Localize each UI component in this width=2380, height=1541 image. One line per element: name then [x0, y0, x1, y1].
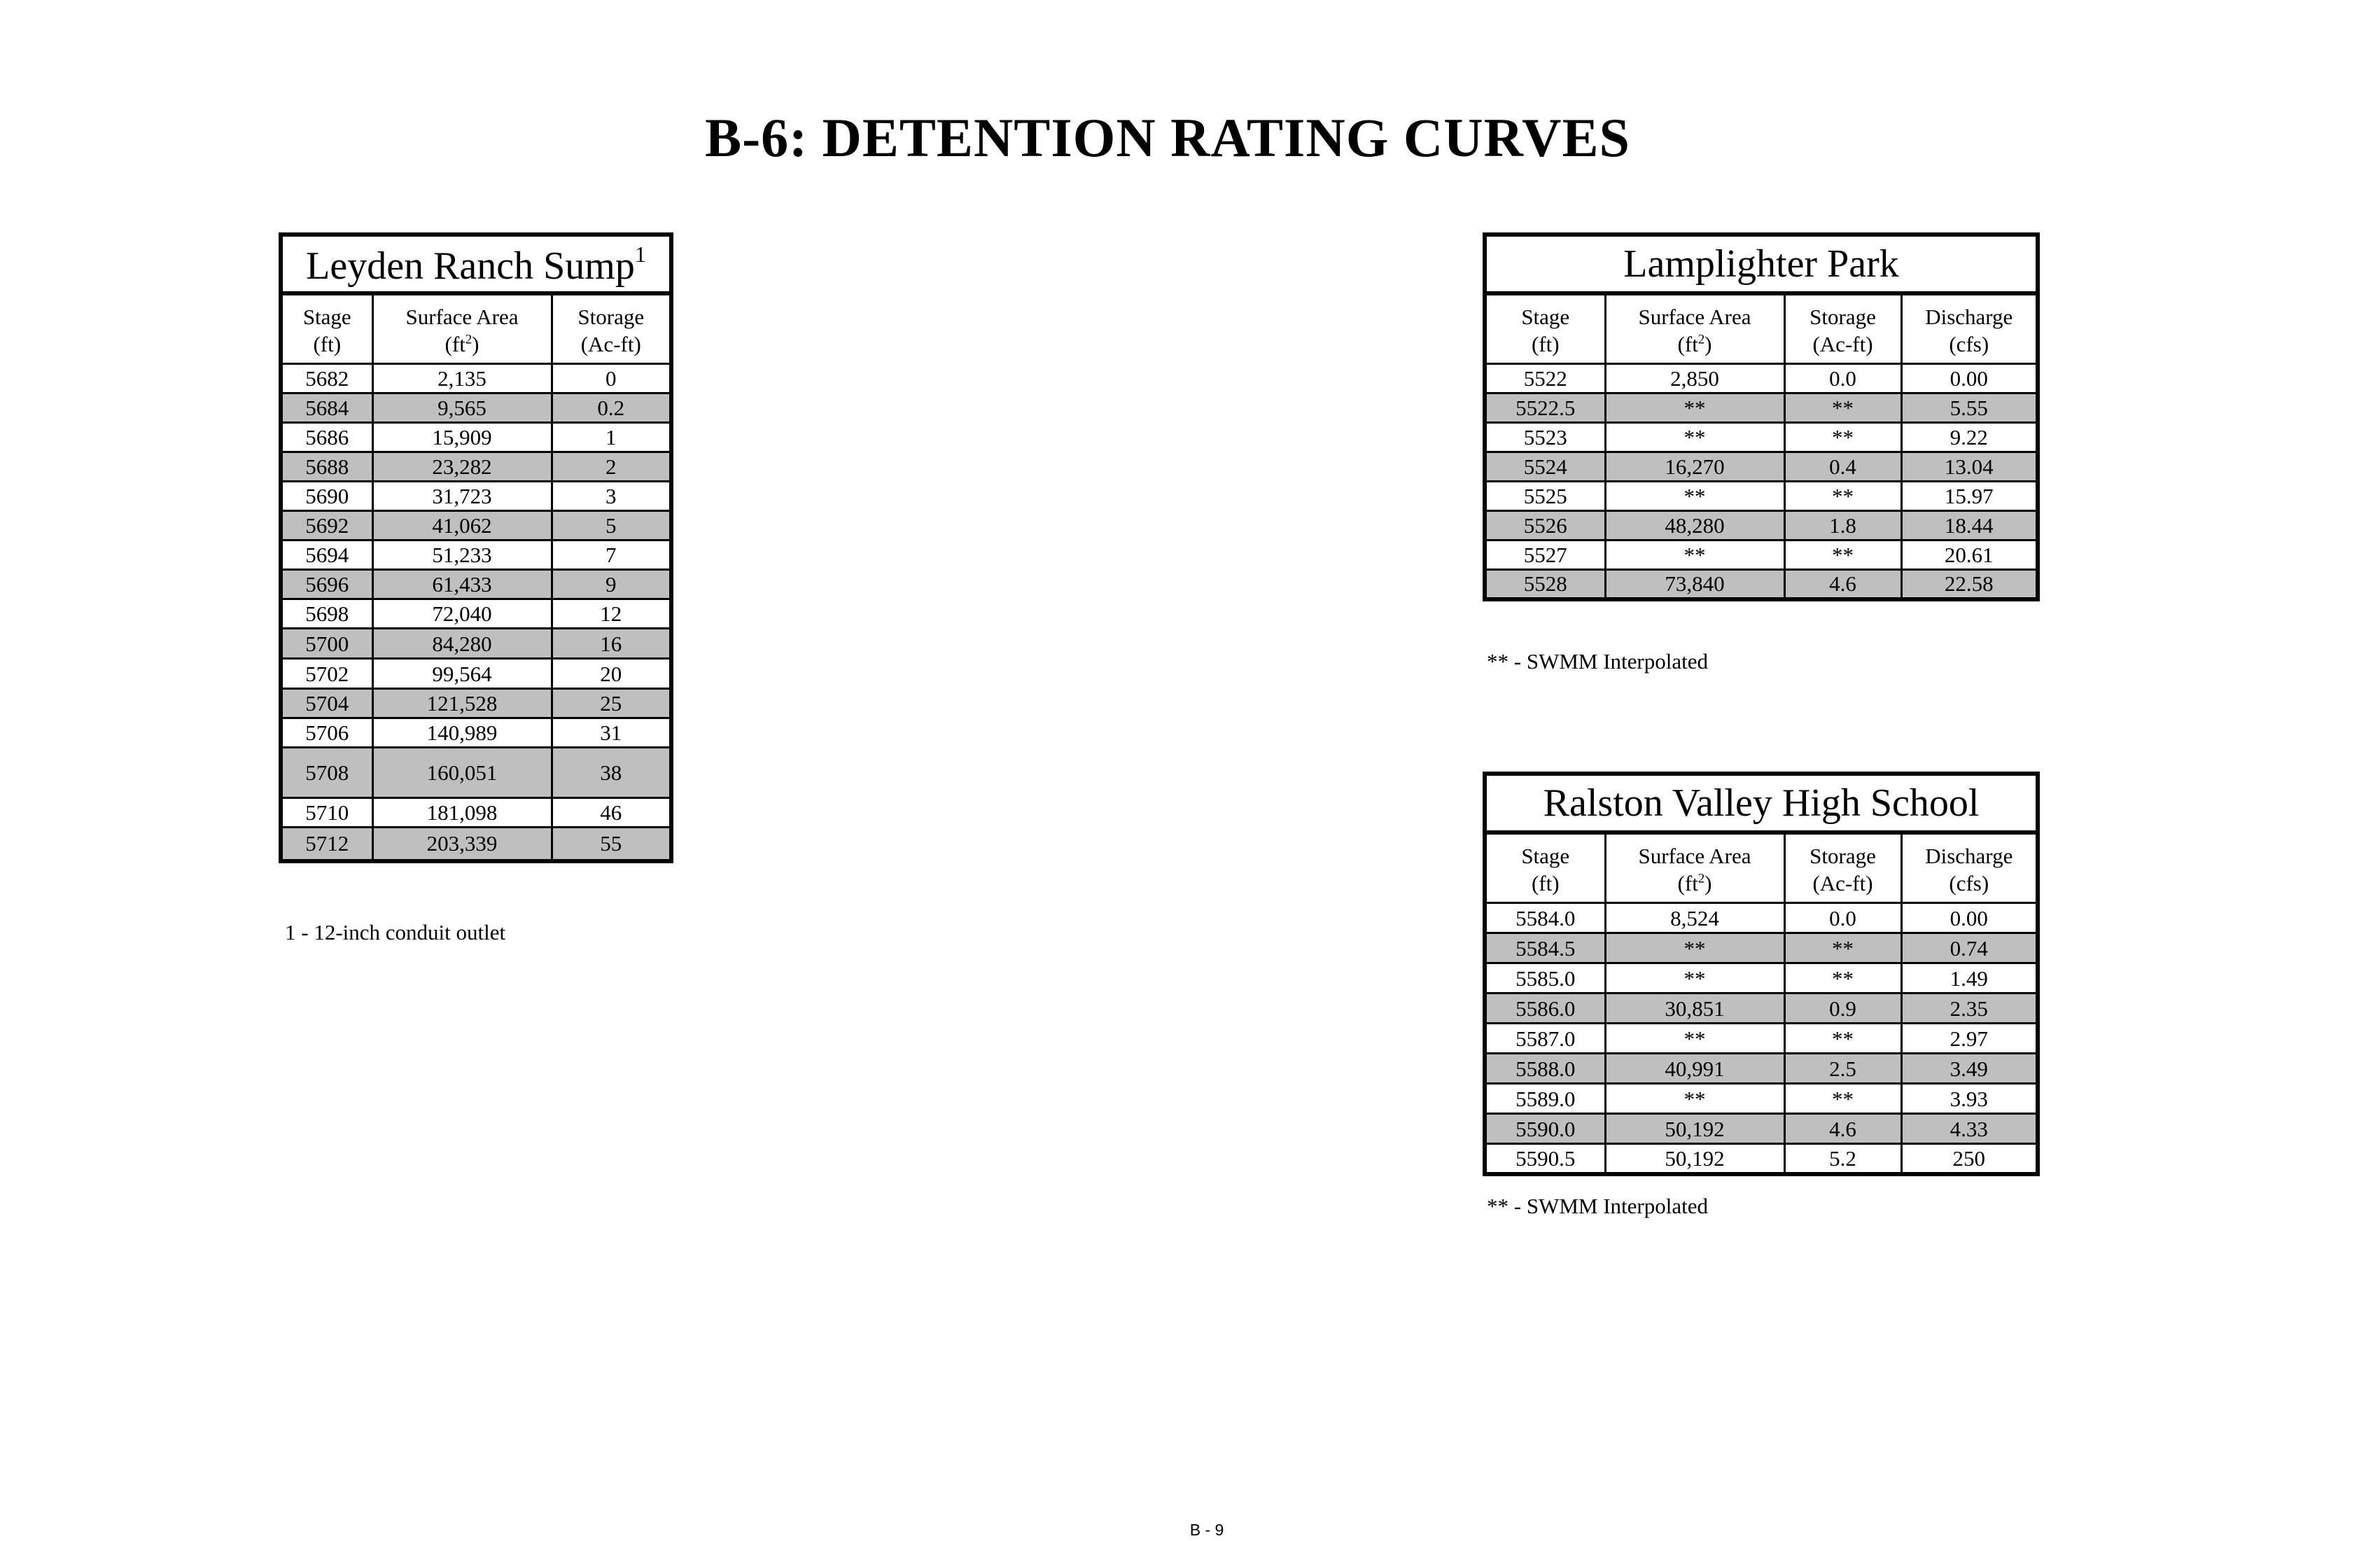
header-row [281, 293, 671, 330]
table-cell: 3.49 [1901, 1054, 2038, 1084]
unit-close: ) [1704, 332, 1712, 356]
table-row [1485, 1054, 2038, 1084]
unit-text: (cfs) [1949, 871, 1989, 895]
table-cell: 250 [1901, 1144, 2038, 1174]
table-cell: 181,098 [372, 798, 552, 828]
table-cell: 5587.0 [1485, 1024, 1605, 1054]
table-row [1485, 1024, 2038, 1054]
table-cell: 1.8 [1784, 511, 1901, 541]
table-cell: 5586.0 [1485, 993, 1605, 1024]
column-header: Surface Area [372, 293, 552, 330]
table-title-text: Leyden Ranch Sump [306, 244, 635, 288]
unit-text: (Ac-ft) [580, 332, 641, 356]
table-cell: ** [1605, 393, 1784, 423]
table-cell: 3 [552, 482, 671, 511]
column-unit [552, 330, 671, 364]
unit-text: (Ac-ft) [1812, 332, 1873, 356]
unit-text: (Ac-ft) [1812, 871, 1873, 895]
table-cell: 121,528 [372, 689, 552, 718]
table-cell: 5688 [281, 452, 372, 482]
table-cell: 5694 [281, 541, 372, 570]
table-title-row [1485, 774, 2038, 832]
table-row [281, 659, 671, 689]
table-cell: 7 [552, 541, 671, 570]
unit-text: (ft [444, 332, 465, 356]
table-row [1485, 393, 2038, 423]
table-cell: ** [1605, 482, 1784, 511]
table-cell: 5527 [1485, 541, 1605, 570]
column-unit [1485, 870, 1605, 903]
table-cell: 5589.0 [1485, 1084, 1605, 1114]
column-header: Storage [1784, 293, 1901, 330]
table-row [281, 364, 671, 393]
column-header: Stage [1485, 293, 1605, 330]
table-cell: 5710 [281, 798, 372, 828]
table-cell: ** [1784, 933, 1901, 963]
table-row [281, 748, 671, 798]
table-cell: 160,051 [372, 748, 552, 798]
unit-text: (ft [1677, 871, 1698, 895]
table-cell: 72,040 [372, 599, 552, 629]
table-row [281, 798, 671, 828]
table-cell: 5528 [1485, 570, 1605, 599]
table-cell: 5590.5 [1485, 1144, 1605, 1174]
leyden-note: 1 - 12-inch conduit outlet [285, 920, 506, 944]
table-cell: 5522 [1485, 364, 1605, 393]
table-cell: 51,233 [372, 541, 552, 570]
table-cell: 1 [552, 423, 671, 452]
table-cell: ** [1784, 541, 1901, 570]
table-cell: 5588.0 [1485, 1054, 1605, 1084]
table-cell: 0.4 [1784, 452, 1901, 482]
table-row [1485, 1114, 2038, 1144]
table-cell: 20.61 [1901, 541, 2038, 570]
table-row [281, 570, 671, 599]
table-cell: 12 [552, 599, 671, 629]
table-cell: 46 [552, 798, 671, 828]
table-title [281, 235, 671, 293]
table-row [1485, 541, 2038, 570]
table-cell: 5686 [281, 423, 372, 452]
table-cell: 8,524 [1605, 903, 1784, 933]
column-header: Discharge [1901, 293, 2038, 330]
table-cell: 5523 [1485, 423, 1605, 452]
table-cell: 0.9 [1784, 993, 1901, 1024]
column-unit [281, 330, 372, 364]
column-header: Surface Area [1605, 293, 1784, 330]
table-cell: 20 [552, 659, 671, 689]
table-cell: ** [1784, 1084, 1901, 1114]
table-cell: 5585.0 [1485, 963, 1605, 993]
table-row [281, 423, 671, 452]
table-cell: ** [1605, 1084, 1784, 1114]
table-row [281, 828, 671, 861]
table-cell: ** [1605, 963, 1784, 993]
table-cell: 13.04 [1901, 452, 2038, 482]
table-cell: 0.00 [1901, 903, 2038, 933]
table-row [1485, 482, 2038, 511]
table-cell: 5584.0 [1485, 903, 1605, 933]
table-row [1485, 1144, 2038, 1174]
table-cell: 84,280 [372, 629, 552, 659]
table-cell: 22.58 [1901, 570, 2038, 599]
lamplighter-park-table [1483, 232, 2040, 601]
table-cell: ** [1784, 482, 1901, 511]
table-cell: 5682 [281, 364, 372, 393]
table-cell: 5698 [281, 599, 372, 629]
column-unit [1901, 330, 2038, 364]
table-cell: 3.93 [1901, 1084, 2038, 1114]
unit-text: (ft) [313, 332, 342, 356]
table-cell: 61,433 [372, 570, 552, 599]
unit-text: (ft) [1531, 871, 1560, 895]
unit-superscript: 2 [1698, 332, 1705, 347]
table-row [281, 689, 671, 718]
column-unit [1784, 330, 1901, 364]
table-title-row [1485, 235, 2038, 293]
column-unit [1784, 870, 1901, 903]
table-cell: 50,192 [1605, 1114, 1784, 1144]
table-cell: 15.97 [1901, 482, 2038, 511]
table-cell: 5706 [281, 718, 372, 748]
table-cell: ** [1605, 541, 1784, 570]
table-cell: 5522.5 [1485, 393, 1605, 423]
table-cell: 2.35 [1901, 993, 2038, 1024]
table-cell: ** [1605, 933, 1784, 963]
table-cell: 2.5 [1784, 1054, 1901, 1084]
unit-superscript: 2 [465, 332, 472, 347]
table-cell: 5696 [281, 570, 372, 599]
table-cell: ** [1784, 393, 1901, 423]
column-header: Storage [552, 293, 671, 330]
table-cell: 0.0 [1784, 903, 1901, 933]
table-cell: 5708 [281, 748, 372, 798]
table-cell: 2.97 [1901, 1024, 2038, 1054]
table-cell: 2 [552, 452, 671, 482]
table-row [1485, 570, 2038, 599]
table-cell: 2,135 [372, 364, 552, 393]
table-row [281, 718, 671, 748]
table-cell: 5692 [281, 511, 372, 541]
column-unit [1605, 870, 1784, 903]
table-row [1485, 993, 2038, 1024]
table-row [281, 393, 671, 423]
ralston-note: ** - SWMM Interpolated [1487, 1194, 1708, 1218]
table-cell: 0.74 [1901, 933, 2038, 963]
table-cell: 5526 [1485, 511, 1605, 541]
table-cell: 55 [552, 828, 671, 861]
table-cell: 23,282 [372, 452, 552, 482]
table-cell: ** [1784, 1024, 1901, 1054]
table-cell: 5 [552, 511, 671, 541]
table-row [281, 482, 671, 511]
table-row [1485, 364, 2038, 393]
table-cell: 16 [552, 629, 671, 659]
table-row [1485, 423, 2038, 452]
column-header: Discharge [1901, 832, 2038, 870]
table-cell: ** [1605, 1024, 1784, 1054]
table-cell: ** [1784, 963, 1901, 993]
table-cell: 41,062 [372, 511, 552, 541]
table-cell: 5702 [281, 659, 372, 689]
table-cell: 38 [552, 748, 671, 798]
table-row [1485, 903, 2038, 933]
column-header: Stage [281, 293, 372, 330]
table-cell: ** [1784, 423, 1901, 452]
table-cell: 16,270 [1605, 452, 1784, 482]
footnote-marker: 1 [634, 241, 646, 267]
table-cell: 4.33 [1901, 1114, 2038, 1144]
table-cell: 203,339 [372, 828, 552, 861]
table-cell: 5.2 [1784, 1144, 1901, 1174]
unit-superscript: 2 [1698, 871, 1705, 886]
table-cell: 5700 [281, 629, 372, 659]
table-row [1485, 1084, 2038, 1114]
table-cell: 0 [552, 364, 671, 393]
table-row [281, 511, 671, 541]
table-cell: 99,564 [372, 659, 552, 689]
column-header: Surface Area [1605, 832, 1784, 870]
table-title-text: Ralston Valley High School [1543, 781, 1980, 825]
table-cell: 4.6 [1784, 570, 1901, 599]
table-cell: 18.44 [1901, 511, 2038, 541]
table-cell: 5684 [281, 393, 372, 423]
header-units-row [281, 330, 671, 364]
table-row [1485, 963, 2038, 993]
leyden-ranch-sump-table [279, 232, 673, 863]
table-cell: 0.2 [552, 393, 671, 423]
table-cell: 5.55 [1901, 393, 2038, 423]
table-cell: 9 [552, 570, 671, 599]
unit-close: ) [472, 332, 479, 356]
column-unit [1605, 330, 1784, 364]
table-cell: 140,989 [372, 718, 552, 748]
table-cell: 31,723 [372, 482, 552, 511]
header-row [1485, 832, 2038, 870]
table-cell: 25 [552, 689, 671, 718]
unit-text: (ft [1677, 332, 1698, 356]
header-row [1485, 293, 2038, 330]
column-unit [1901, 870, 2038, 903]
table-cell: 40,991 [1605, 1054, 1784, 1084]
table-cell: 48,280 [1605, 511, 1784, 541]
table-cell: 5712 [281, 828, 372, 861]
unit-text: (cfs) [1949, 332, 1989, 356]
table-cell: 5524 [1485, 452, 1605, 482]
unit-text: (ft) [1531, 332, 1560, 356]
header-units-row [1485, 870, 2038, 903]
table-cell: 5590.0 [1485, 1114, 1605, 1144]
table-cell: 0.00 [1901, 364, 2038, 393]
table-cell: 1.49 [1901, 963, 2038, 993]
table-cell: 5704 [281, 689, 372, 718]
table-row [281, 452, 671, 482]
table-row [281, 541, 671, 570]
table-cell: 4.6 [1784, 1114, 1901, 1144]
column-unit [1485, 330, 1605, 364]
table-cell: 50,192 [1605, 1144, 1784, 1174]
column-header: Storage [1784, 832, 1901, 870]
table-title-text: Lamplighter Park [1623, 242, 1899, 286]
table-title-row [281, 235, 671, 293]
lamplighter-note: ** - SWMM Interpolated [1487, 649, 1708, 674]
table-cell: 2,850 [1605, 364, 1784, 393]
table-cell: 5690 [281, 482, 372, 511]
column-unit [372, 330, 552, 364]
table-cell: ** [1605, 423, 1784, 452]
page-number: B - 9 [1189, 1521, 1224, 1539]
table-row [1485, 933, 2038, 963]
table-cell: 5584.5 [1485, 933, 1605, 963]
table-cell: 15,909 [372, 423, 552, 452]
ralston-valley-table [1483, 772, 2040, 1176]
table-row [281, 599, 671, 629]
table-title [1485, 235, 2038, 293]
unit-close: ) [1704, 871, 1712, 895]
table-row [1485, 452, 2038, 482]
table-cell: 31 [552, 718, 671, 748]
table-cell: 9.22 [1901, 423, 2038, 452]
column-header: Stage [1485, 832, 1605, 870]
page-title: B-6: DETENTION RATING CURVES [705, 107, 1630, 168]
header-units-row [1485, 330, 2038, 364]
table-cell: 5525 [1485, 482, 1605, 511]
table-cell: 0.0 [1784, 364, 1901, 393]
table-cell: 9,565 [372, 393, 552, 423]
table-cell: 73,840 [1605, 570, 1784, 599]
table-cell: 30,851 [1605, 993, 1784, 1024]
table-title [1485, 774, 2038, 832]
table-row [281, 629, 671, 659]
table-row [1485, 511, 2038, 541]
